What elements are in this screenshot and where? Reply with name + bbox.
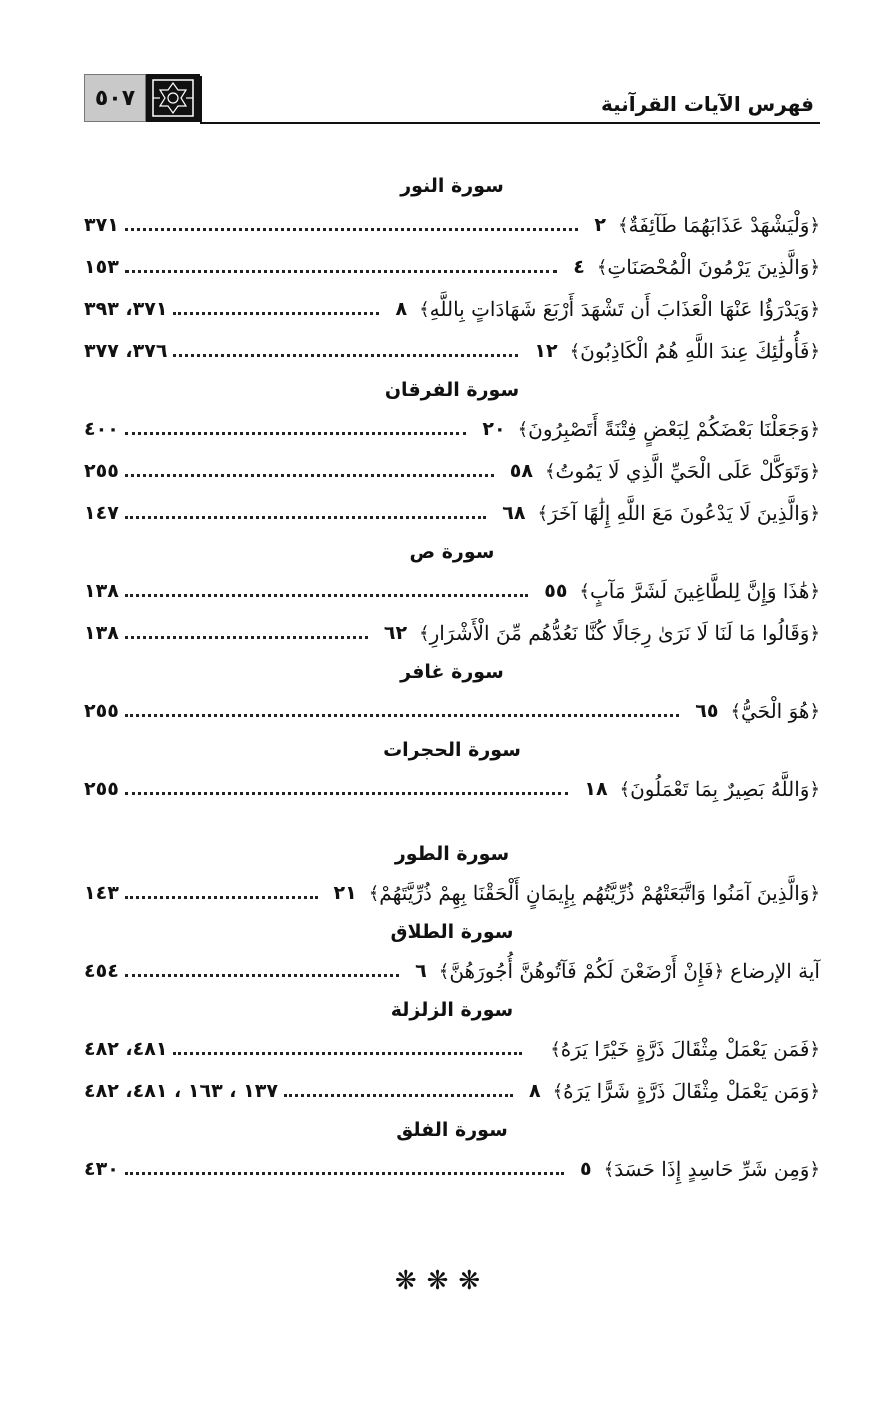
open-bracket: ﴿ [809,256,820,278]
surah-heading: سورة غافر [400,661,504,683]
surah-heading: سورة الفلق [396,1119,508,1141]
verse-number: ٦ [415,960,427,982]
dot-leader [173,334,518,357]
dot-leader [125,412,467,435]
surah-heading: سورة ص [409,541,495,563]
dot-leader [125,454,494,477]
verse-number: ٦٢ [383,622,408,644]
page-references: ٢٥٥ [84,460,119,482]
index-entry [84,1148,820,1190]
page-number-box [84,74,200,122]
ayah-text: وَالَّذِينَ آمَنُوا وَاتَّبَعَتْهُمْ ذُرِّيَّتُهُم بِإِيمَانٍ أَلْحَقْنَا بِهِمْ ذُرِّيَّتَهُمْ [379,881,810,905]
dot-leader [173,1032,522,1055]
ayah-text: وَقَالُوا مَا لَنَا لَا نَرَىٰ رِجَالًا كُنَّا نَعُدُّهُم مِّنَ الْأَشْرَارِ [429,621,810,645]
verse-number: ٥٨ [509,460,533,482]
ayah-text: وَتَوَكَّلْ عَلَى الْحَيِّ الَّذِي لَا يَمُوتُ [555,459,810,483]
close-bracket: ﴾ [617,214,629,236]
verse-number: ١٨ [584,778,608,800]
close-bracket: ﴾ [619,778,631,800]
surah-heading: سورة النور [400,175,504,197]
page-references: ١٣٨ [84,580,119,602]
index-entry [84,204,820,246]
ayah-text: فَإِنْ أَرْضَعْنَ لَكُمْ فَآتُوهُنَّ أُجُورَهُنَّ [449,959,714,983]
page-references: ١٤٧ [84,502,119,524]
open-bracket: ﴿ [809,418,820,440]
page-references: ١٥٣ [84,256,119,278]
open-bracket: ﴿ [809,214,820,236]
index-entry [84,288,820,330]
ayah-text: وَجَعَلْنَا بَعْضَكُمْ لِبَعْضٍ فِتْنَةً أَتَصْبِرُونَ [528,417,810,441]
dot-leader [125,876,318,899]
surah-heading: سورة الفرقان [384,379,520,401]
index-entry [84,612,820,654]
open-bracket: ﴿ [809,298,820,320]
dot-leader [125,616,368,639]
surah-heading: سورة الزلزلة [390,999,514,1021]
verse-number: ٢١ [333,882,357,904]
page-references: ٣٧٦، ٣٧٧ [84,340,168,362]
page-references: ٢٥٥ [84,700,119,722]
verse-number: ٢٠ [482,418,506,440]
index-entry [84,768,820,810]
verse-number: ٤ [573,256,585,278]
ayah-text: فَأُولَٰئِكَ عِندَ اللَّهِ هُمُ الْكَاذِبُونَ [580,339,810,363]
entry-prefix: آية الإرضاع [730,959,820,983]
index-entry [84,408,820,450]
dot-leader [125,1152,564,1175]
dot-leader [125,496,486,519]
ayah-text: وَالَّذِينَ يَرْمُونَ الْمُحْصَنَاتِ [607,255,810,279]
index-entry [84,690,820,732]
dot-leader [125,772,569,795]
open-bracket: ﴿ [713,960,725,982]
index-entry [84,246,820,288]
page-references: ٢٥٥ [84,778,119,800]
verse-number: ٥ [580,1158,592,1180]
surah-heading: سورة الطور [394,843,510,865]
index-entry [84,492,820,534]
verse-number: ٨ [529,1080,541,1102]
close-bracket: ﴾ [537,502,549,524]
close-bracket: ﴾ [438,960,450,982]
page-references: ٣٧١ [84,214,119,236]
close-bracket: ﴾ [552,1080,564,1102]
open-bracket: ﴿ [809,1080,820,1102]
close-bracket: ﴾ [603,1158,615,1180]
index-entry [84,450,820,492]
ayah-text: وَمِن شَرِّ حَاسِدٍ إِذَا حَسَدَ [614,1157,810,1181]
close-bracket: ﴾ [419,622,430,644]
surah-heading: سورة الطلاق [390,921,514,943]
ayah-text: فَمَن يَعْمَلْ مِثْقَالَ ذَرَّةٍ خَيْرًا يَرَهُ [560,1037,810,1061]
ayah-text: وَاللَّهُ بَصِيرٌ بِمَا تَعْمَلُونَ [630,777,810,801]
ayah-text: هَٰذَا وَإِنَّ لِلطَّاغِينَ لَشَرَّ مَآبٍ [589,579,810,603]
open-bracket: ﴿ [809,580,820,602]
ayah-text: وَلْيَشْهَدْ عَذَابَهُمَا طَآئِفَةٌ [628,213,810,237]
page-references: ٤٥٤ [84,960,119,982]
geometric-ornament-icon [146,74,200,122]
index-content [84,168,820,1190]
open-bracket: ﴿ [809,700,820,722]
open-bracket: ﴿ [809,460,820,482]
close-bracket: ﴾ [579,580,590,602]
verse-number: ١٢ [534,340,558,362]
surah-heading: سورة الحجرات [383,739,521,761]
index-entry [84,330,820,372]
page-references: ١٤٣ [84,882,119,904]
footer-ornament-icon: ❋❋❋ [394,1266,491,1296]
dot-leader [125,250,557,273]
open-bracket: ﴿ [809,340,820,362]
close-bracket: ﴾ [550,1038,561,1060]
header-divider [200,76,202,124]
page-references: ٤٨١، ٤٨٢ [84,1038,168,1060]
header-rule [202,122,820,124]
page-references: ٣٧١، ٣٩٣ [84,298,168,320]
index-entry [84,872,820,914]
page-references: ١٣٧ ، ١٦٣ ، ٤٨١، ٤٨٢ [84,1080,278,1102]
verse-number: ٨ [395,298,408,320]
open-bracket: ﴿ [809,882,820,904]
open-bracket: ﴿ [809,622,820,644]
index-entry [84,950,820,992]
ayah-text: وَيَدْرَؤُا عَنْهَا الْعَذَابَ أَن تَشْهَدَ أَرْبَعَ شَهَادَاتٍ بِاللَّهِ [429,297,810,321]
dot-leader [284,1074,513,1097]
verse-number: ٦٥ [695,700,719,722]
close-bracket: ﴾ [419,298,430,320]
ayah-text: وَالَّذِينَ لَا يَدْعُونَ مَعَ اللَّهِ إِلَٰهًا آخَرَ [548,501,810,525]
open-bracket: ﴿ [809,778,820,800]
page-header [84,70,820,126]
page-references: ٤٠٠ [84,418,119,440]
close-bracket: ﴾ [368,882,380,904]
index-entry [84,1070,820,1112]
dot-leader [125,208,579,231]
page-title: فهرس الآيات القرآنية [601,92,814,116]
dot-leader [125,574,528,597]
open-bracket: ﴿ [809,1158,820,1180]
close-bracket: ﴾ [517,418,529,440]
close-bracket: ﴾ [596,256,608,278]
close-bracket: ﴾ [730,700,741,722]
page-number: ٥٠٧ [84,74,146,122]
verse-number: ٦٨ [502,502,526,524]
verse-number: ٥٥ [544,580,568,602]
dot-leader [173,292,379,315]
dot-leader [125,694,679,717]
dot-leader [125,954,399,977]
index-entry [84,1028,820,1070]
open-bracket: ﴿ [809,1038,820,1060]
page-references: ١٣٨ [84,622,119,644]
verse-number: ٢ [594,214,606,236]
page-references: ٤٣٠ [84,1158,119,1180]
index-entry [84,570,820,612]
ayah-text: وَمَن يَعْمَلْ مِثْقَالَ ذَرَّةٍ شَرًّا يَرَهُ [563,1079,810,1103]
open-bracket: ﴿ [809,502,820,524]
close-bracket: ﴾ [569,340,581,362]
ayah-text: هُوَ الْحَيُّ [740,699,810,723]
close-bracket: ﴾ [544,460,556,482]
